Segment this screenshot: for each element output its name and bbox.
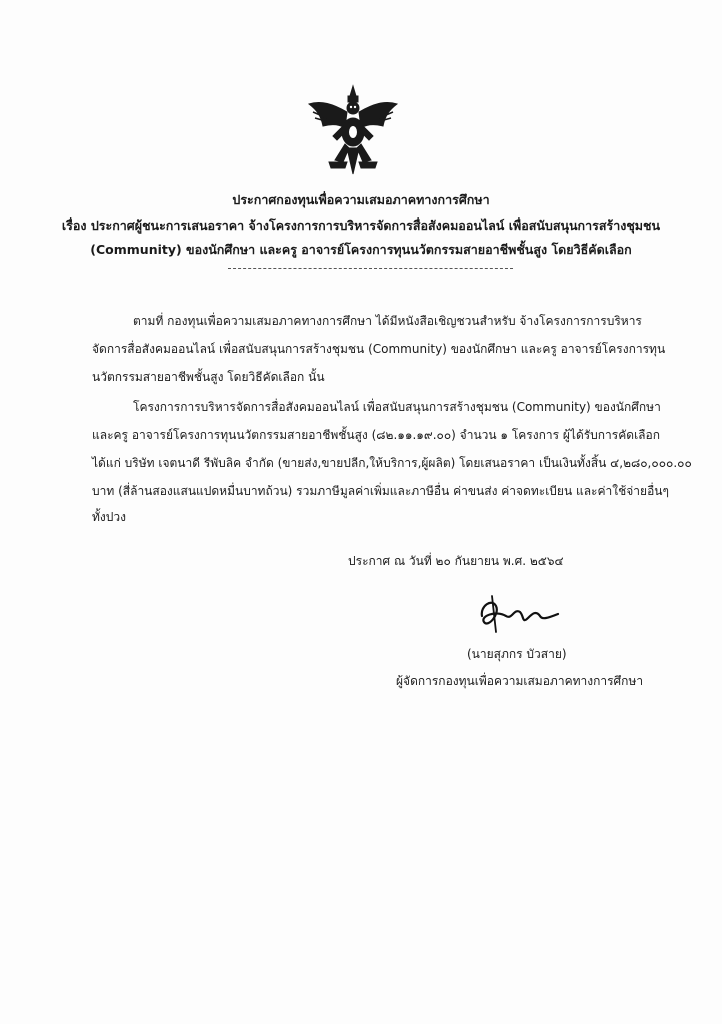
announcement-issuer: ประกาศกองทุนเพื่อความเสมอภาคทางการศึกษา	[232, 192, 490, 207]
paragraph-2-line: โครงการการบริหารจัดการสื่อสังคมออนไลน์ เพื่อสนับสนุนการสร้างชุมชน (Community) ของนักศึกษา	[133, 400, 661, 414]
signer-name: (นายสุภกร บัวสาย)	[467, 647, 567, 661]
garuda-emblem-icon	[303, 82, 403, 182]
paragraph-1-line: นวัตกรรมสายอาชีพชั้นสูง โดยวิธีคัดเลือก นั้น	[92, 370, 325, 384]
signer-title: ผู้จัดการกองทุนเพื่อความเสมอภาคทางการศึกษา	[396, 674, 644, 688]
handwritten-signature	[462, 588, 562, 638]
separator-line	[228, 268, 513, 269]
paragraph-2-line: บาท (สี่ล้านสองแสนแปดหมื่นบาทถ้วน) รวมภาษีมูลค่าเพิ่มและภาษีอื่น ค่าขนส่ง ค่าจดทะเบียน และค่าใช้จ่ายอื่นๆ	[92, 484, 669, 498]
paragraph-1-line: ตามที่ กองทุนเพื่อความเสมอภาคทางการศึกษา ได้มีหนังสือเชิญชวนสำหรับ จ้างโครงการการบริหาร	[133, 314, 642, 328]
paragraph-2-line: ทั้งปวง	[92, 510, 126, 524]
paragraph-2-line: และครู อาจารย์โครงการทุนนวัตกรรมสายอาชีพชั้นสูง (๘๒.๑๑.๑๙.๐๐) จำนวน ๑ โครงการ ผู้ได้รับการคัดเลือก	[92, 428, 660, 442]
paragraph-2-line: ได้แก่ บริษัท เจตนาดี รีพับลิค จำกัด (ขายส่ง,ขายปลีก,ให้บริการ,ผู้ผลิต) โดยเสนอราคา เป็นเงินทั้งสิ้น ๔,๒๘๐,๐๐๐.๐๐	[92, 456, 692, 470]
announcement-date: ประกาศ ณ วันที่ ๒๐ กันยายน พ.ศ. ๒๕๖๔	[348, 554, 564, 568]
announcement-subject-line-2: (Community) ของนักศึกษา และครู อาจารย์โครงการทุนนวัตกรรมสายอาชีพชั้นสูง โดยวิธีคัดเลือก	[90, 242, 632, 257]
paragraph-1-line: จัดการสื่อสังคมออนไลน์ เพื่อสนับสนุนการสร้างชุมชน (Community) ของนักศึกษา และครู อาจารย์โครงการทุน	[92, 342, 666, 356]
announcement-subject-line-1: เรื่อง ประกาศผู้ชนะการเสนอราคา จ้างโครงการการบริหารจัดการสื่อสังคมออนไลน์ เพื่อสนับสนุนการสร้างชุมชน	[61, 218, 661, 233]
